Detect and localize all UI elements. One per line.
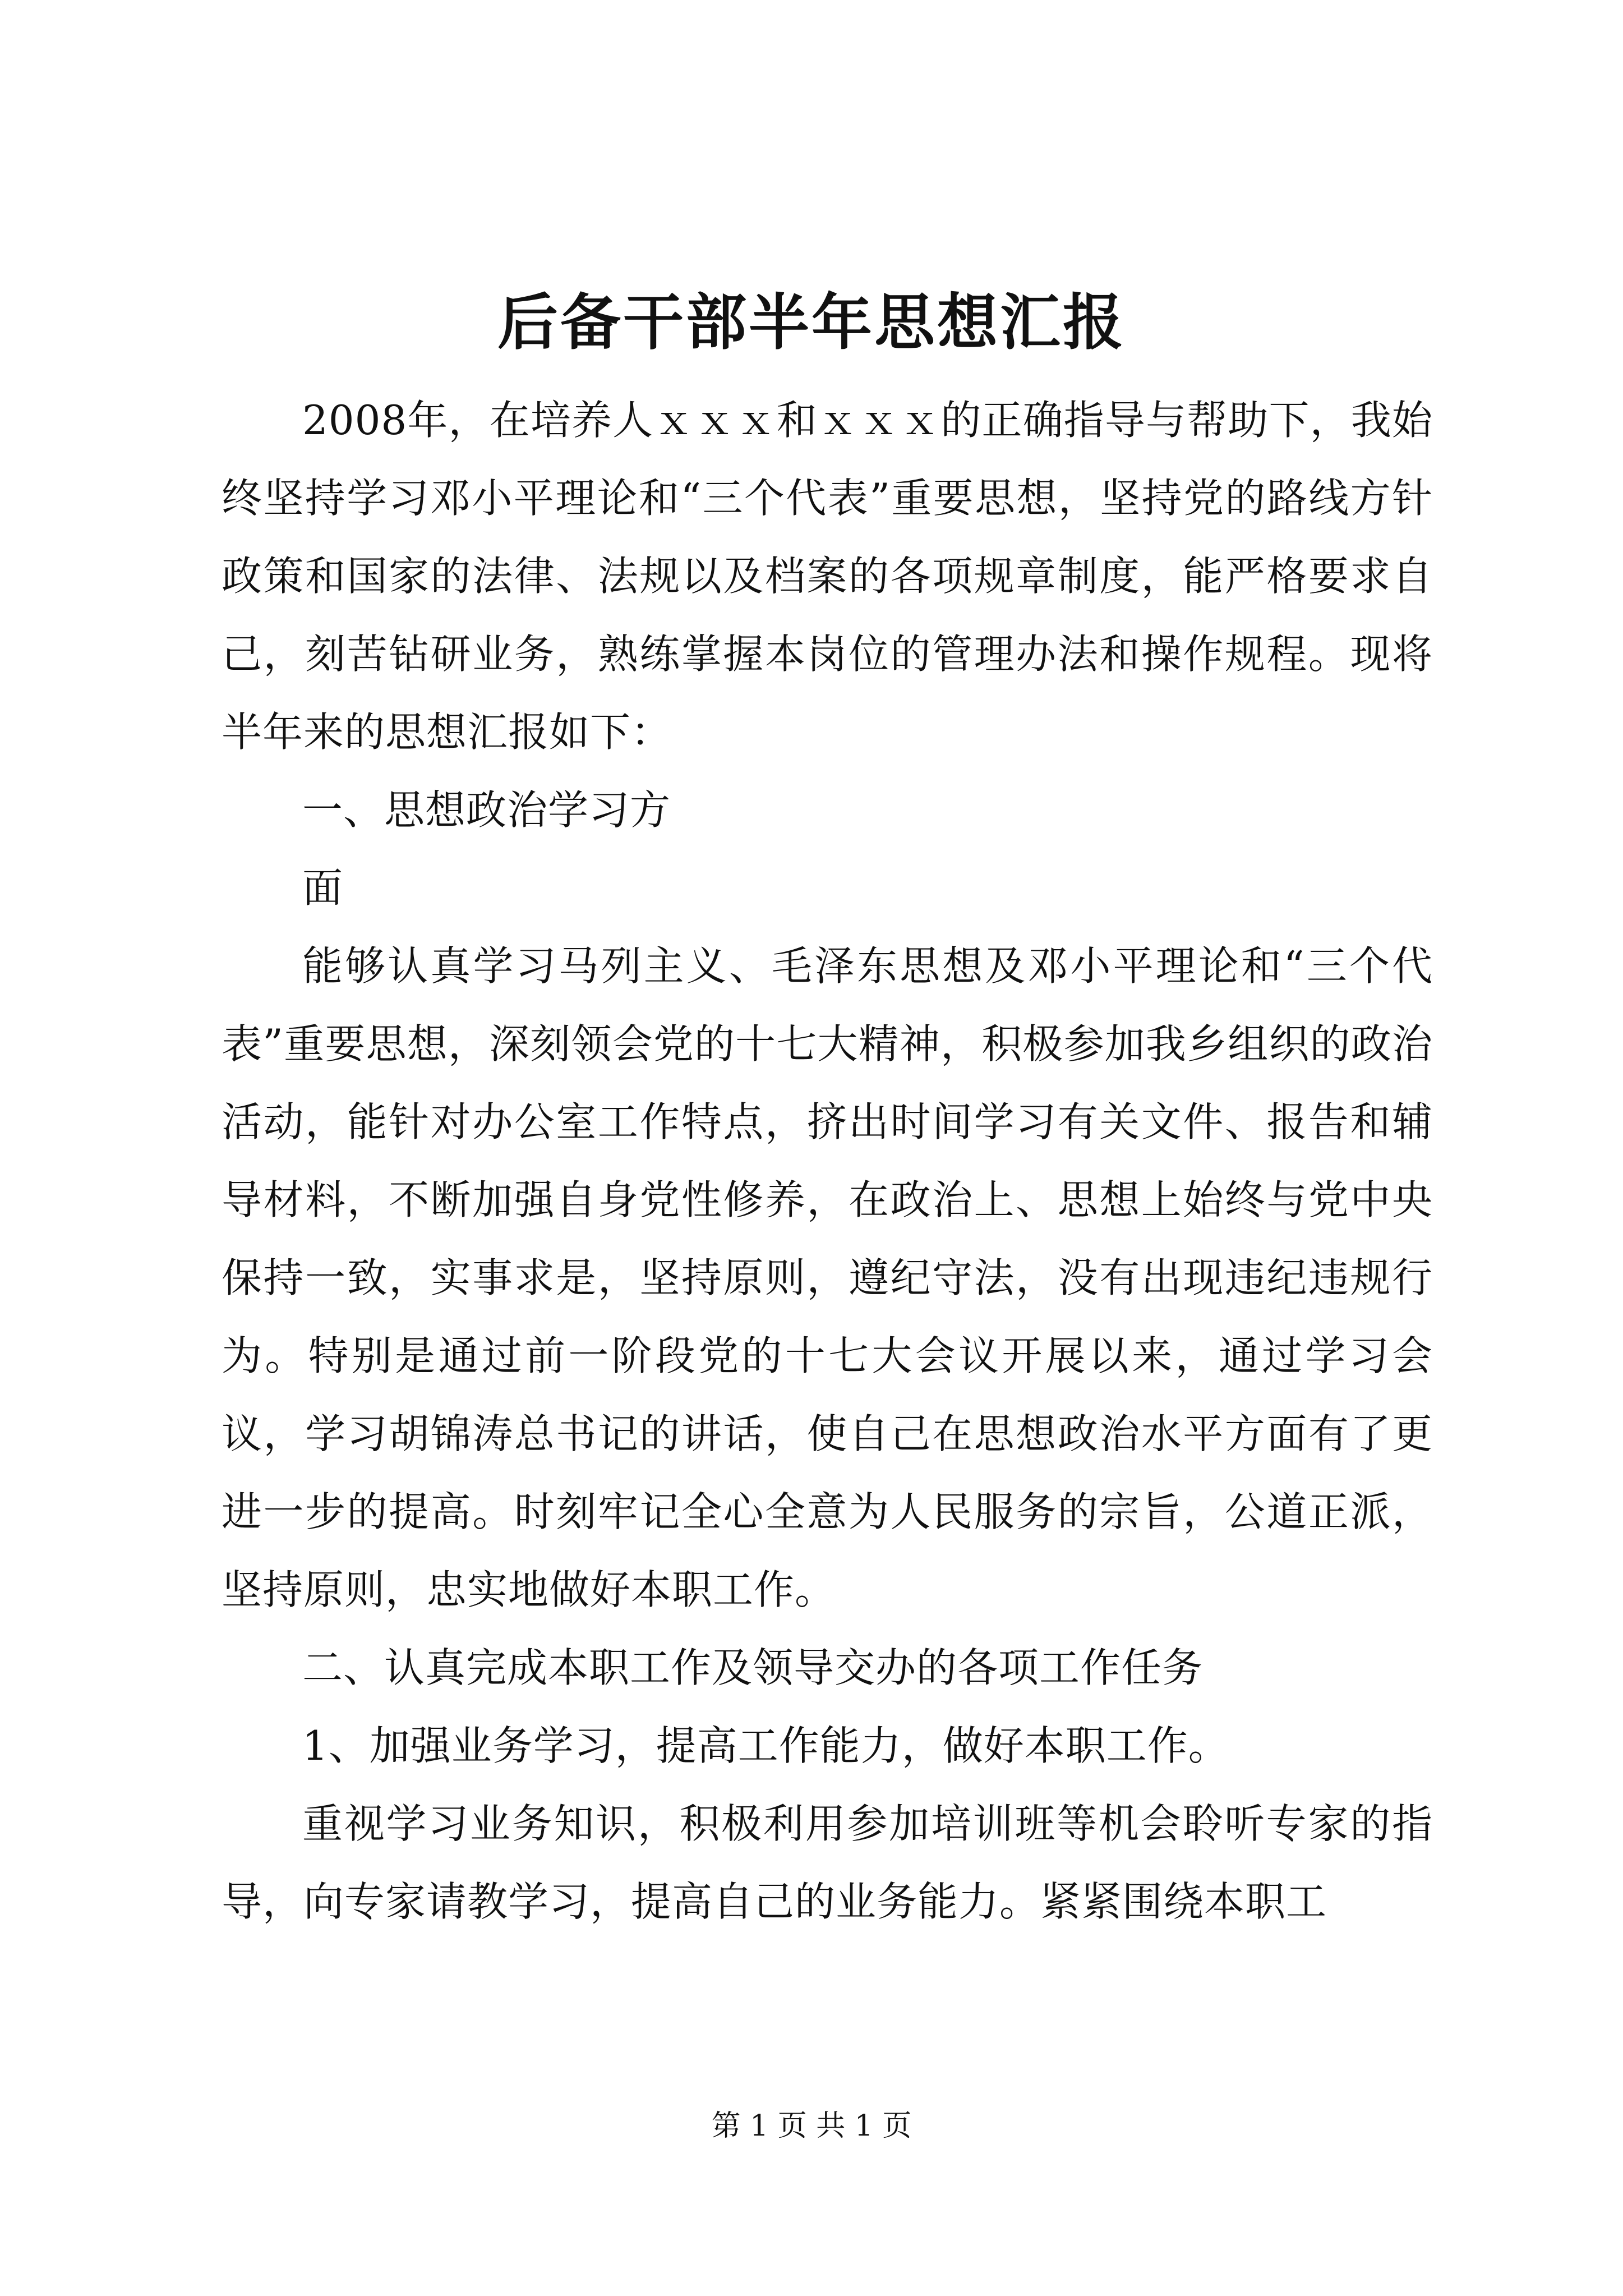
paragraph-political-study: 能够认真学习马列主义、毛泽东思想及邓小平理论和“三个代表”重要思想，深刻领会党的十七大精神，积极参加我乡组织的政治活动，能针对办公室工作特点，挤出时间学习有关文件、报告和辅导材料，不断加强自身党性修养，在政治上、思想上始终与党中央保持一致，实事求是，坚持原则，遵纪守法，没有出现违纪违规行为。特别是通过前一阶段党的十七大会议开展以来，通过学习会议，学习胡锦涛总书记的讲话，使自己在思想政治水平方面有了更进一步的提高。时刻牢记全心全意为人民服务的宗旨，公道正派，坚持原则，忠实地做好本职工作。 xyxy=(222,942,1433,1613)
section-heading-2: 二、认真完成本职工作及领导交办的各项工作任务 xyxy=(302,1644,1204,1691)
paragraph-business-study: 重视学习业务知识，积极利用参加培训班等机会聆听专家的指导，向专家请教学习，提高自己的业务能力。紧紧围绕本职工 xyxy=(222,1800,1433,1925)
subsection-heading-1: 1、加强业务学习，提高工作能力，做好本职工作。 xyxy=(302,1722,1229,1769)
document-body xyxy=(222,381,1433,1941)
section-heading-1-continued: 面 xyxy=(302,864,344,912)
paragraph-intro: 2008年，在培养人ｘｘｘ和ｘｘｘ的正确指导与帮助下，我始终坚持学习邓小平理论和“三个代表”重要思想，坚持党的路线方针政策和国家的法律、法规以及档案的各项规章制度，能严格要求自己，刻苦钻研业务，熟练掌握本岗位的管理办法和操作规程。现将半年来的思想汇报如下： xyxy=(222,397,1433,756)
page-footer: 第 1 页 共 1 页 xyxy=(711,2109,912,2143)
document-title: 后备干部半年思想汇报 xyxy=(497,287,1126,358)
section-heading-1: 一、思想政治学习方 xyxy=(302,786,671,834)
